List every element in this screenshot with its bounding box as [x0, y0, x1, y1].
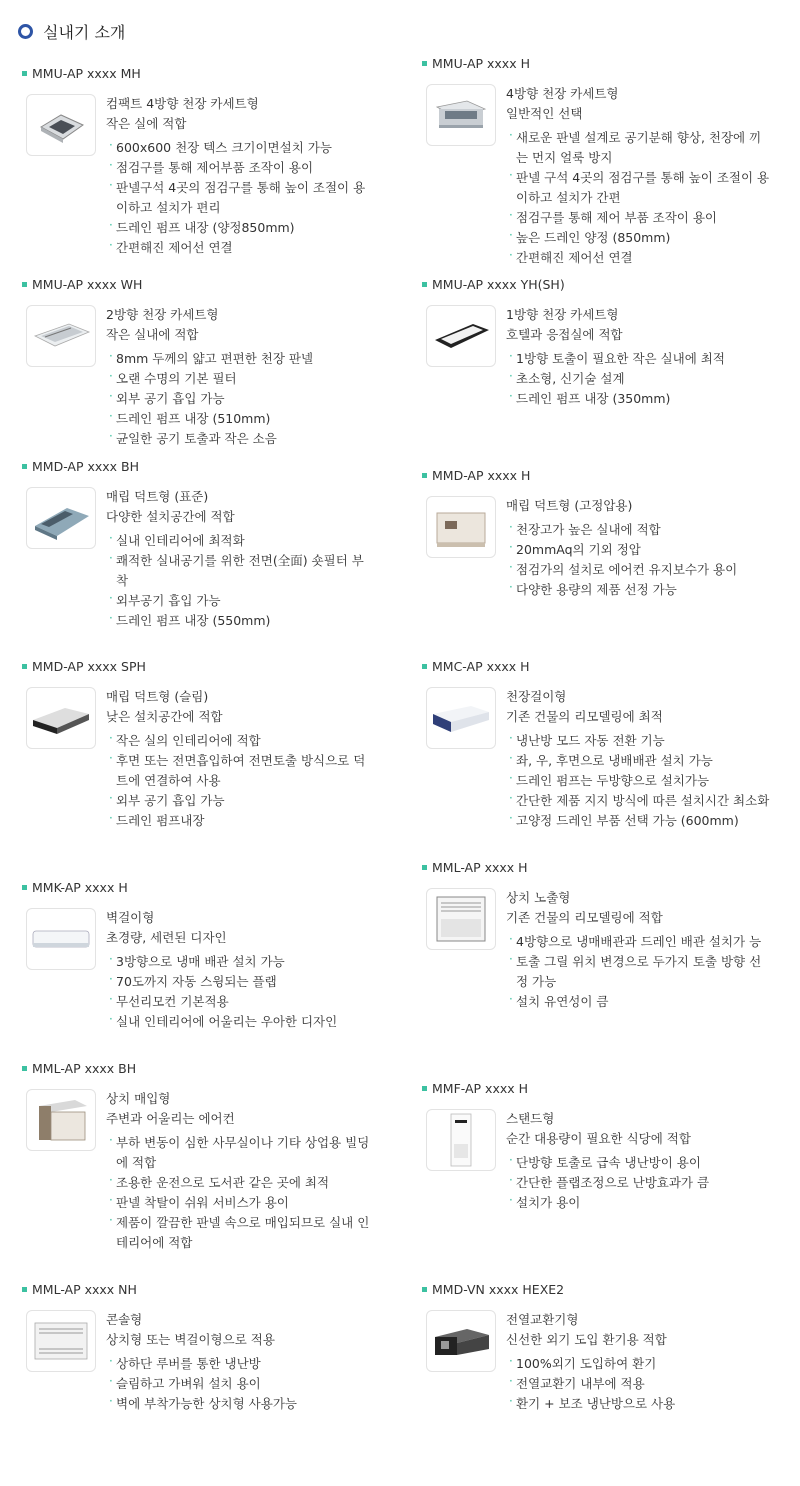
feature-item: · 20mmAq의 기외 정압 — [506, 540, 772, 560]
product-body — [22, 908, 372, 1032]
feature-item: · 드레인 펌프 내장 (350mm) — [506, 389, 772, 409]
feature-list — [106, 731, 372, 831]
model-name — [22, 659, 372, 675]
model-name — [422, 277, 772, 293]
feature-list — [106, 952, 372, 1032]
feature-list — [106, 531, 372, 631]
product-text — [506, 1310, 772, 1414]
feature-item: · 제품이 깔끔한 판넬 속으로 매입되므로 실내 인테리어에 적합 — [106, 1213, 372, 1253]
feature-list — [506, 932, 772, 1012]
1way-cassette-image — [426, 305, 496, 367]
product-body — [22, 1310, 372, 1414]
feature-list — [506, 1354, 772, 1414]
feature-item: · 벽에 부착가능한 상치형 사용가능 — [106, 1394, 372, 1414]
feature-item: · 4방향으로 냉매배관과 드레인 배관 설치가 능 — [506, 932, 772, 952]
feature-item: · 단방향 토출로 급속 냉난방이 용이 — [506, 1153, 772, 1173]
product-type: 컴팩트 4방향 천장 카세트형 — [106, 96, 259, 111]
2way-cassette-image — [26, 305, 96, 367]
product-tagline: 다양한 설치공간에 적합 — [106, 509, 235, 524]
model-label: MMU-AP xxxx YH(SH) — [432, 277, 565, 292]
feature-item: · 토출 그릴 위치 변경으로 두가지 토출 방향 선정 가능 — [506, 952, 772, 992]
feature-item: · 상하단 루버를 통한 냉난방 — [106, 1354, 372, 1374]
feature-list — [506, 1153, 772, 1213]
model-name — [22, 1282, 372, 1298]
product-body — [422, 888, 772, 1012]
model-name — [422, 1081, 772, 1097]
model-label: MMD-AP xxxx BH — [32, 459, 140, 474]
floor-concealed-image — [26, 1089, 96, 1151]
model-name — [22, 277, 372, 293]
section-header — [18, 20, 125, 43]
model-name — [422, 468, 772, 484]
model-label: MMD-AP xxxx H — [432, 468, 531, 483]
feature-item: · 조용한 운전으로 도서관 같은 곳에 최적 — [106, 1173, 372, 1193]
feature-item: · 천장고가 높은 실내에 적합 — [506, 520, 772, 540]
feature-item: · 간편해진 제어선 연결 — [506, 248, 772, 268]
feature-item: · 8mm 두께의 얇고 편편한 천장 판넬 — [106, 349, 372, 369]
feature-item: · 실내 인테리어에 최적화 — [106, 531, 372, 551]
feature-item: · 드레인 펌프내장 — [106, 811, 372, 831]
product-type: 스탠드형 — [506, 1111, 555, 1126]
feature-item: · 판넬구석 4곳의 점검구를 통해 높이 조절이 용이하고 설치가 편리 — [106, 178, 372, 218]
product-text — [106, 908, 372, 1032]
model-label: MMK-AP xxxx H — [32, 880, 128, 895]
heat-exchanger-image — [426, 1310, 496, 1372]
feature-list — [506, 349, 772, 409]
feature-item: · 점검구를 통해 제어 부품 조작이 용이 — [506, 208, 772, 228]
square-bullet-icon — [22, 664, 27, 669]
circle-bullet-icon — [18, 24, 33, 39]
product-tagline: 상치형 또는 벽걸이형으로 적용 — [106, 1332, 275, 1347]
product-type: 전열교환기형 — [506, 1312, 579, 1327]
product-tagline: 기존 건물의 리모델링에 최적 — [506, 709, 663, 724]
product-type: 상치 노출형 — [506, 890, 571, 905]
feature-item: · 점검가의 설치로 에어컨 유지보수가 용이 — [506, 560, 772, 580]
square-bullet-icon — [422, 473, 427, 478]
feature-item: · 간단한 플랩조정으로 난방효과가 큼 — [506, 1173, 772, 1193]
feature-item: · 드레인 펌프 내장 (510mm) — [106, 409, 372, 429]
product-text — [106, 687, 372, 831]
feature-item: · 외부 공기 흡입 가능 — [106, 389, 372, 409]
feature-list — [106, 1133, 372, 1253]
product-text — [106, 94, 372, 258]
feature-item: · 환기 + 보조 냉난방으로 사용 — [506, 1394, 772, 1414]
model-label: MMD-AP xxxx SPH — [32, 659, 146, 674]
feature-list — [506, 731, 772, 831]
feature-list — [106, 1354, 372, 1414]
feature-item: · 균일한 공기 토출과 작은 소음 — [106, 429, 372, 449]
feature-item: · 쾌적한 실내공기를 위한 전면(全面) 숏필터 부착 — [106, 551, 372, 591]
model-label: MMU-AP xxxx WH — [32, 277, 143, 292]
model-name — [422, 56, 772, 72]
product-tagline: 작은 실내에 적합 — [106, 327, 199, 342]
product-item — [22, 880, 372, 1032]
product-tagline: 순간 대용량이 필요한 식당에 적합 — [506, 1131, 691, 1146]
product-body — [422, 1109, 772, 1213]
product-text — [106, 1089, 372, 1253]
product-item — [422, 1081, 772, 1213]
ceiling-hung-image — [426, 687, 496, 749]
feature-item: · 실내 인테리어에 어울리는 우아한 디자인 — [106, 1012, 372, 1032]
feature-item: · 3방향으로 냉매 배관 설치 가능 — [106, 952, 372, 972]
model-name — [422, 659, 772, 675]
ducted-standard-image — [26, 487, 96, 549]
product-item — [422, 468, 772, 600]
model-label: MMU-AP xxxx MH — [32, 66, 141, 81]
product-type: 매립 덕트형 (슬림) — [106, 689, 209, 704]
product-item — [22, 1061, 372, 1253]
product-type: 상치 매입형 — [106, 1091, 171, 1106]
square-bullet-icon — [22, 885, 27, 890]
feature-item: · 다양한 용량의 제품 선정 가능 — [506, 580, 772, 600]
product-item — [22, 659, 372, 831]
square-bullet-icon — [422, 1287, 427, 1292]
product-body — [422, 305, 772, 409]
product-text — [506, 687, 772, 831]
square-bullet-icon — [22, 282, 27, 287]
product-text — [506, 888, 772, 1012]
product-text — [506, 496, 772, 600]
section-title: 실내기 소개 — [43, 23, 126, 42]
model-label: MMF-AP xxxx H — [432, 1081, 529, 1096]
feature-item: · 판넬 구석 4곳의 점검구를 통해 높이 조절이 용이하고 설치가 간편 — [506, 168, 772, 208]
4way-cassette-image — [426, 84, 496, 146]
feature-item: · 드레인 펌프는 두방향으로 설치가능 — [506, 771, 772, 791]
product-text — [506, 84, 772, 268]
model-name — [422, 1282, 772, 1298]
product-item — [422, 56, 772, 268]
product-tagline: 초경량, 세련된 디자인 — [106, 930, 227, 945]
product-body — [422, 1310, 772, 1414]
feature-item: · 70도까지 자동 스윙되는 플랩 — [106, 972, 372, 992]
square-bullet-icon — [422, 1086, 427, 1091]
product-item — [22, 1282, 372, 1414]
feature-item: · 초소형, 신기술 설계 — [506, 369, 772, 389]
product-item — [22, 277, 372, 449]
feature-item: · 100%외기 도입하여 환기 — [506, 1354, 772, 1374]
product-item — [422, 659, 772, 831]
square-bullet-icon — [422, 664, 427, 669]
product-tagline: 신선한 외기 도입 환기용 적합 — [506, 1332, 667, 1347]
product-type: 벽걸이형 — [106, 910, 155, 925]
square-bullet-icon — [22, 1066, 27, 1071]
wall-mounted-image — [26, 908, 96, 970]
standing-image — [426, 1109, 496, 1171]
product-text — [506, 305, 772, 409]
product-body — [22, 305, 372, 449]
ducted-slim-image — [26, 687, 96, 749]
product-text — [106, 1310, 372, 1414]
product-item — [422, 277, 772, 409]
product-tagline: 호텔과 응접실에 적합 — [506, 327, 623, 342]
feature-item: · 오랜 수명의 기본 필터 — [106, 369, 372, 389]
feature-list — [106, 349, 372, 449]
product-body — [22, 687, 372, 831]
product-tagline: 일반적인 선택 — [506, 106, 583, 121]
feature-item: · 좌, 우, 후면으로 냉배배관 설치 가능 — [506, 751, 772, 771]
feature-item: · 작은 실의 인테리어에 적합 — [106, 731, 372, 751]
model-label: MMC-AP xxxx H — [432, 659, 530, 674]
feature-item: · 부하 변동이 심한 사무실이나 기타 상업용 빌딩에 적합 — [106, 1133, 372, 1173]
product-type: 4방향 천장 카세트형 — [506, 86, 619, 101]
square-bullet-icon — [422, 61, 427, 66]
product-body — [422, 496, 772, 600]
feature-item: · 600x600 천장 텍스 크기이면설치 가능 — [106, 138, 372, 158]
feature-item: · 설치 유연성이 큼 — [506, 992, 772, 1012]
4way-compact-cassette-image — [26, 94, 96, 156]
product-body — [422, 84, 772, 268]
feature-item: · 판넬 착탈이 쉬워 서비스가 용이 — [106, 1193, 372, 1213]
feature-item: · 드레인 펌프 내장 (양정850mm) — [106, 218, 372, 238]
feature-item: · 무선리모컨 기본적용 — [106, 992, 372, 1012]
feature-item: · 전열교환기 내부에 적용 — [506, 1374, 772, 1394]
product-text — [506, 1109, 772, 1213]
ducted-high-pressure-image — [426, 496, 496, 558]
product-body — [22, 487, 372, 631]
model-name — [22, 880, 372, 896]
feature-item: · 외부공기 흡입 가능 — [106, 591, 372, 611]
model-label: MMU-AP xxxx H — [432, 56, 530, 71]
model-name — [22, 459, 372, 475]
product-type: 매립 덕트형 (고정압용) — [506, 498, 633, 513]
feature-item: · 점검구를 통해 제어부품 조작이 용이 — [106, 158, 372, 178]
product-text — [106, 487, 372, 631]
floor-exposed-image — [426, 888, 496, 950]
feature-list — [106, 138, 372, 258]
product-tagline: 작은 실에 적합 — [106, 116, 187, 131]
feature-item: · 외부 공기 흡입 가능 — [106, 791, 372, 811]
feature-item: · 냉난방 모드 자동 전환 기능 — [506, 731, 772, 751]
product-item — [422, 860, 772, 1012]
square-bullet-icon — [422, 865, 427, 870]
feature-item: · 후면 또는 전면흡입하여 전면토출 방식으로 덕트에 연결하여 사용 — [106, 751, 372, 791]
product-type: 콘솔형 — [106, 1312, 143, 1327]
feature-list — [506, 520, 772, 600]
feature-item: · 간단한 제품 지지 방식에 따른 설치시간 최소화 — [506, 791, 772, 811]
product-type: 천장걸이형 — [506, 689, 567, 704]
model-name — [22, 66, 372, 82]
feature-list — [506, 128, 772, 268]
product-body — [22, 94, 372, 258]
model-label: MMD-VN xxxx HEXE2 — [432, 1282, 565, 1297]
model-label: MML-AP xxxx BH — [32, 1061, 137, 1076]
square-bullet-icon — [22, 1287, 27, 1292]
feature-item: · 설치가 용이 — [506, 1193, 772, 1213]
model-label: MML-AP xxxx NH — [32, 1282, 137, 1297]
product-item — [22, 459, 372, 631]
model-name — [422, 860, 772, 876]
product-item — [422, 1282, 772, 1414]
product-tagline: 낮은 설치공간에 적합 — [106, 709, 223, 724]
feature-item: · 드레인 펌프 내장 (550mm) — [106, 611, 372, 631]
product-item — [22, 66, 372, 258]
model-label: MML-AP xxxx H — [432, 860, 528, 875]
product-tagline: 기존 건물의 리모델링에 적합 — [506, 910, 663, 925]
product-type: 1방향 천장 카세트형 — [506, 307, 619, 322]
feature-item: · 간편해진 제어선 연결 — [106, 238, 372, 258]
product-type: 2방향 천장 카세트형 — [106, 307, 219, 322]
product-body — [22, 1089, 372, 1253]
product-text — [106, 305, 372, 449]
console-image — [26, 1310, 96, 1372]
square-bullet-icon — [422, 282, 427, 287]
square-bullet-icon — [22, 71, 27, 76]
product-type: 매립 덕트형 (표준) — [106, 489, 209, 504]
feature-item: · 고양정 드레인 부품 선택 가능 (600mm) — [506, 811, 772, 831]
feature-item: · 높은 드레인 양정 (850mm) — [506, 228, 772, 248]
model-name — [22, 1061, 372, 1077]
square-bullet-icon — [22, 464, 27, 469]
product-tagline: 주변과 어울리는 에어컨 — [106, 1111, 235, 1126]
feature-item: · 1방향 토출이 필요한 작은 실내에 최적 — [506, 349, 772, 369]
feature-item: · 슬림하고 가벼워 설치 용이 — [106, 1374, 372, 1394]
product-body — [422, 687, 772, 831]
feature-item: · 새로운 판넬 설계로 공기분해 향상, 천장에 끼는 먼지 얼룩 방지 — [506, 128, 772, 168]
